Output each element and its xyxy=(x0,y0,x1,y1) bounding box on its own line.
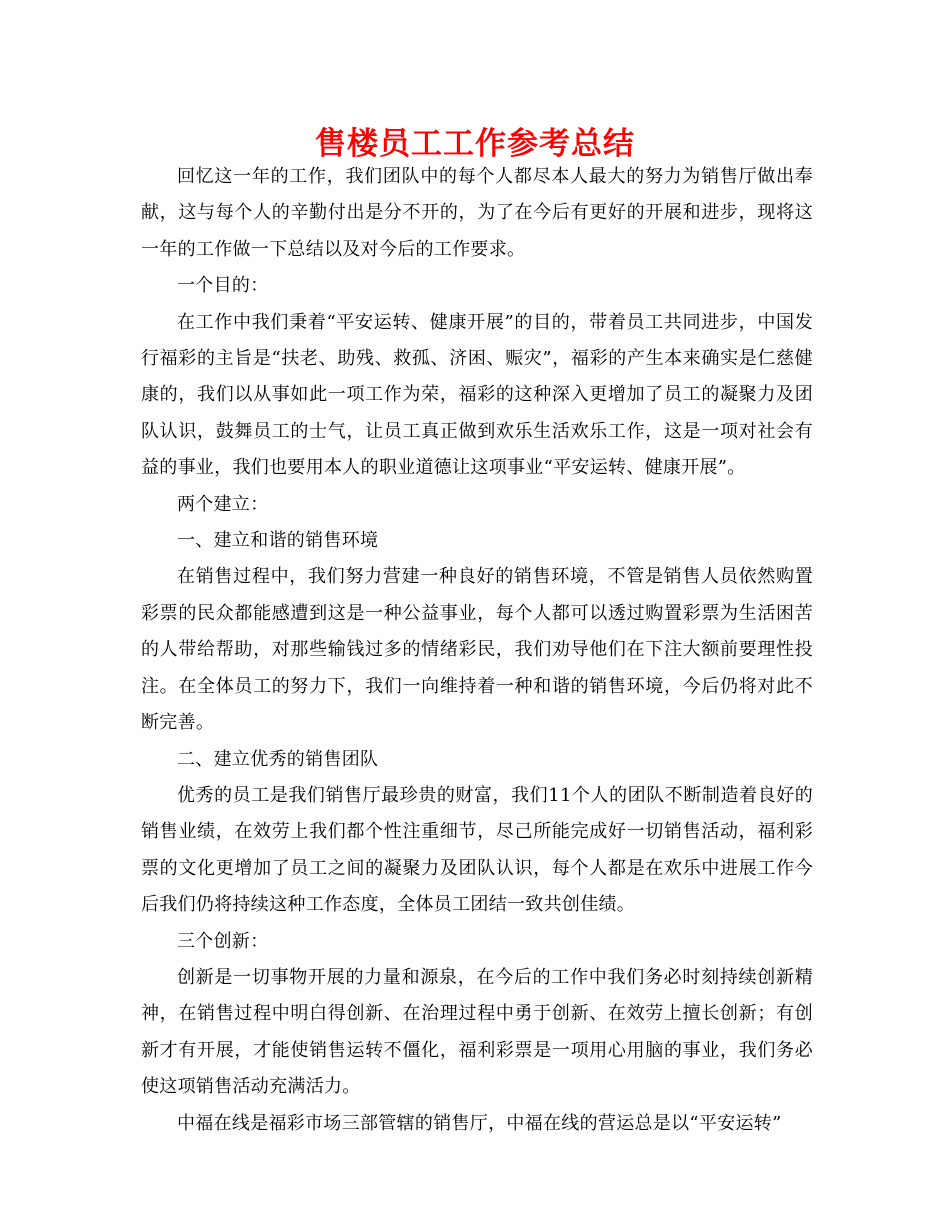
section-heading-one-goal: 一个目的： xyxy=(177,275,269,297)
document-title: 售楼员工工作参考总结 xyxy=(315,126,635,162)
paragraph-intro: 回忆这一年的工作，我们团队中的每个人都尽本人最大的努力为销售厅做出奉献，这与每个人的辛勤付出是分不开的，为了在今后有更好的开展和进步，现将这一年的工作做一下总结以及对今后的工作要求。 xyxy=(141,166,813,260)
document-body xyxy=(141,159,813,1142)
section-heading-two-builds: 两个建立： xyxy=(177,493,269,515)
paragraph-team: 优秀的员工是我们销售厅最珍贵的财富，我们11个人的团队不断制造着良好的销售业绩，在效劳上我们都个性注重细节，尽己所能完成好一切销售活动，福利彩票的文化更增加了员工之间的凝聚力及团队认识，每个人都是在欢乐中进展工作今后我们仍将持续这种工作态度，全体员工团结一致共创佳绩。 xyxy=(141,784,813,916)
subheading-excellent-team: 二、建立优秀的销售团队 xyxy=(177,748,379,770)
subheading-harmonious-environment: 一、建立和谐的销售环境 xyxy=(177,530,379,552)
paragraph-zhongfu-online: 中福在线是福彩市场三部管辖的销售厅，中福在线的营运总是以“平安运转” xyxy=(177,1112,782,1134)
section-heading-three-innovations: 三个创新： xyxy=(177,930,269,952)
paragraph-goal: 在工作中我们秉着“平安运转、健康开展”的目的，带着员工共同进步，中国发行福彩的主旨是“扶老、助残、救孤、济困、赈灾”，福彩的产生本来确实是仁慈健康的，我们以从事如此一项工作为荣，福彩的这种深入更增加了员工的凝聚力及团队认识，鼓舞员工的士气，让员工真正做到欢乐生活欢乐工作，这是一项对社会有益的事业，我们也要用本人的职业道德让这项事业“平安运转、健康开展”。 xyxy=(141,311,813,479)
paragraph-innovation: 创新是一切事物开展的力量和源泉，在今后的工作中我们务必时刻持续创新精神，在销售过程中明白得创新、在治理过程中勇于创新、在效劳上擅长创新；有创新才有开展，才能使销售运转不僵化，福利彩票是一项用心用脑的事业，我们务必使这项销售活动充满活力。 xyxy=(141,966,813,1098)
paragraph-environment: 在销售过程中，我们努力营建一种良好的销售环境，不管是销售人员依然购置彩票的民众都能感遭到这是一种公益事业，每个人都可以透过购置彩票为生活困苦的人带给帮助，对那些输钱过多的情绪彩民，我们劝导他们在下注大额前要理性投注。在全体员工的努力下，我们一向维持着一种和谐的销售环境，今后仍将对此不断完善。 xyxy=(141,566,813,734)
